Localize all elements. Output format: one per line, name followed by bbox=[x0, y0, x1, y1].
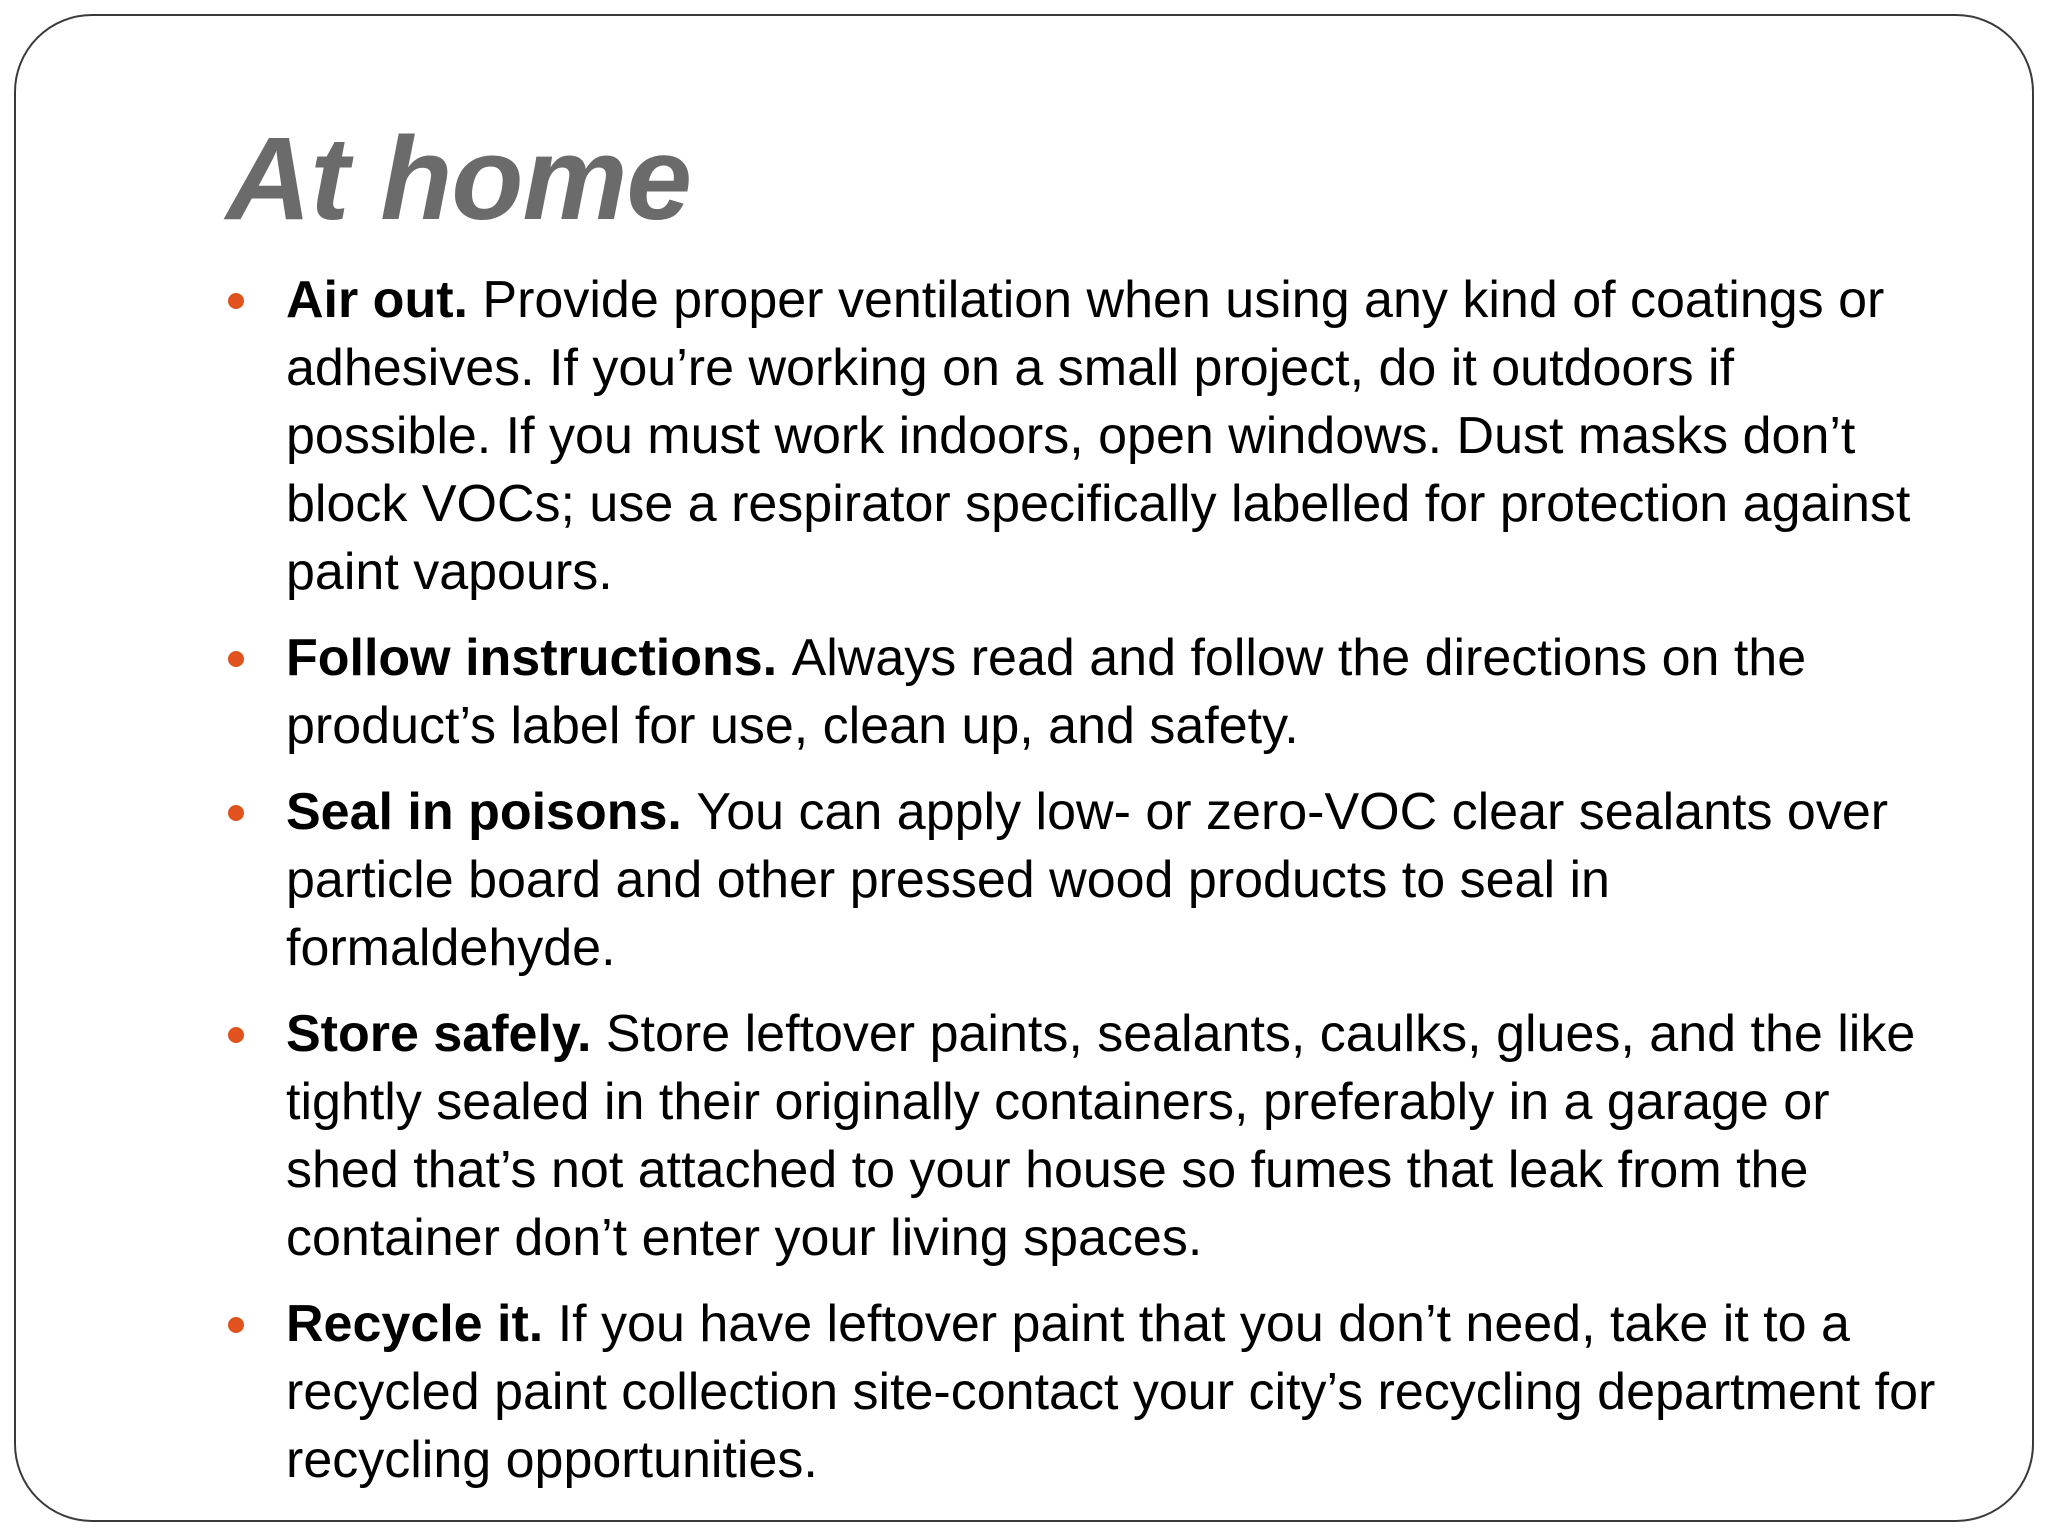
slide bbox=[14, 14, 2034, 1522]
bullet-lead: Air out. bbox=[286, 271, 483, 329]
bullet-lead: Store safely. bbox=[286, 1005, 606, 1063]
bullet-text: Store leftover paints, sealants, caulks, glues, and the like tightly sealed in their originally containers, preferably in a garage or shed that’s not attached to your house so fumes that leak from the container don’t enter your living spaces. bbox=[286, 1005, 1916, 1267]
bullet-text: You can apply low- or zero-VOC clear sealants over particle board and other pressed wood products to seal in formaldehyde. bbox=[286, 783, 1889, 977]
bullet-item-follow-instructions bbox=[286, 624, 1936, 760]
bullet-dot-icon bbox=[228, 1317, 244, 1333]
bullet-dot-icon bbox=[228, 1027, 244, 1043]
bullet-item-recycle-it bbox=[286, 1290, 1936, 1494]
bullet-lead: Follow instructions. bbox=[286, 629, 792, 687]
bullet-list bbox=[286, 266, 1936, 1512]
bullet-dot-icon bbox=[228, 805, 244, 821]
bullet-text: If you have leftover paint that you don’t need, take it to a recycled paint collection site-contact your city’s recycling department for recycling opportunities. bbox=[286, 1295, 1936, 1489]
bullet-item-seal-in-poisons bbox=[286, 778, 1936, 982]
bullet-dot-icon bbox=[228, 293, 244, 309]
bullet-lead: Recycle it. bbox=[286, 1295, 558, 1353]
bullet-item-store-safely bbox=[286, 1000, 1936, 1272]
bullet-lead: Seal in poisons. bbox=[286, 783, 697, 841]
bullet-item-air-out bbox=[286, 266, 1936, 606]
bullet-dot-icon bbox=[228, 651, 244, 667]
bullet-text: Always read and follow the directions on the product’s label for use, clean up, and safety. bbox=[286, 629, 1807, 755]
slide-title: At home bbox=[226, 113, 691, 245]
bullet-text: Provide proper ventilation when using any kind of coatings or adhesives. If you’re working on a small project, do it outdoors if possible. If you must work indoors, open windows. Dust masks don’t block VOCs; use a respirator specifically labelled for protection against paint vapours. bbox=[286, 271, 1911, 601]
